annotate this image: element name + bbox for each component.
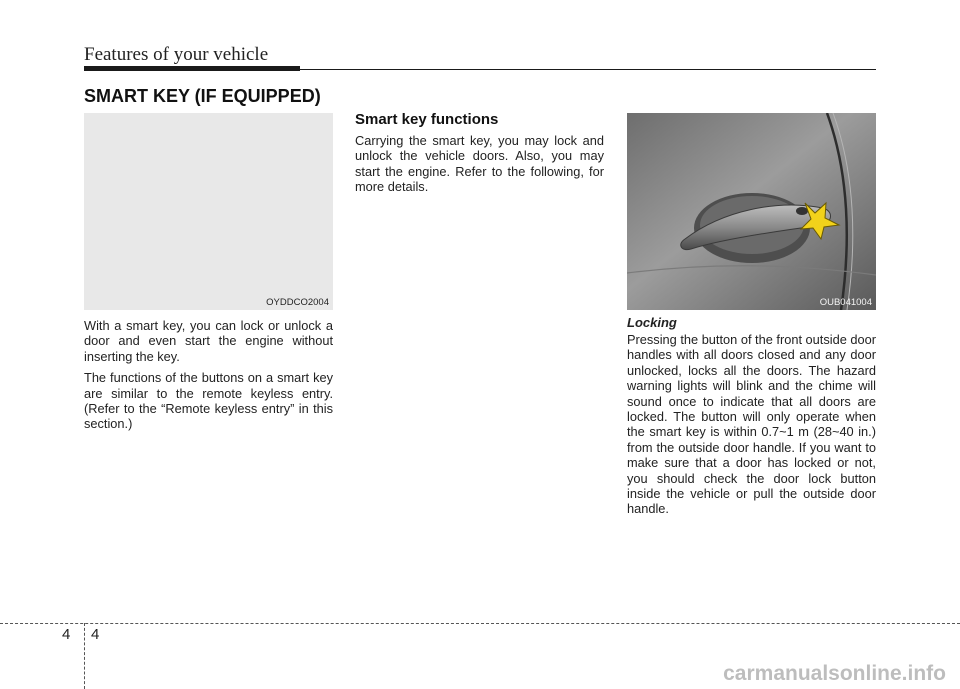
locking-heading: Locking	[627, 315, 677, 330]
paragraph: With a smart key, you can lock or unlock a door and even start the engine without inserting the key.	[84, 318, 333, 364]
header-title: Features of your vehicle	[84, 44, 269, 65]
header-rule-thick	[84, 66, 300, 71]
paragraph: Carrying the smart key, you may lock and unlock the vehicle doors. Also, you may start the engine. Refer to the following, for more details.	[355, 133, 604, 195]
figure-code-right: OUB041004	[819, 297, 872, 308]
paragraph: The functions of the buttons on a smart key are similar to the remote keyless entry. (Refer to the “Remote keyless entry” in this section.)	[84, 370, 333, 432]
page-number: 4	[91, 626, 100, 643]
header-rule-thin	[300, 69, 876, 70]
figure-code-left: OYDDCO2004	[266, 297, 329, 308]
footer-rule	[0, 623, 960, 624]
chapter-number: 4	[62, 626, 71, 643]
arrow-indicator-icon	[627, 113, 876, 310]
section-title: SMART KEY (IF EQUIPPED)	[84, 86, 321, 106]
smart-key-figure	[84, 113, 333, 310]
paragraph: Pressing the button of the front outside door handles with all doors closed and any door unlocked, locks all the doors. The hazard warning lights will blink and the chime will sound once to indicate that all doors are locked. The button will only operate when the smart key is within 0.7~1 m (28~40 in.) from the outside door handle. If you want to make sure that a door has locked or not, you should check the door lock button inside the vehicle or pull the outside door handle.	[627, 332, 876, 517]
left-column-text	[84, 318, 333, 438]
right-column-text	[627, 332, 876, 523]
middle-column-text	[355, 133, 604, 201]
door-handle-figure	[627, 113, 876, 310]
watermark: carmanualsonline.info	[723, 662, 946, 685]
smart-key-functions-heading: Smart key functions	[355, 111, 499, 128]
